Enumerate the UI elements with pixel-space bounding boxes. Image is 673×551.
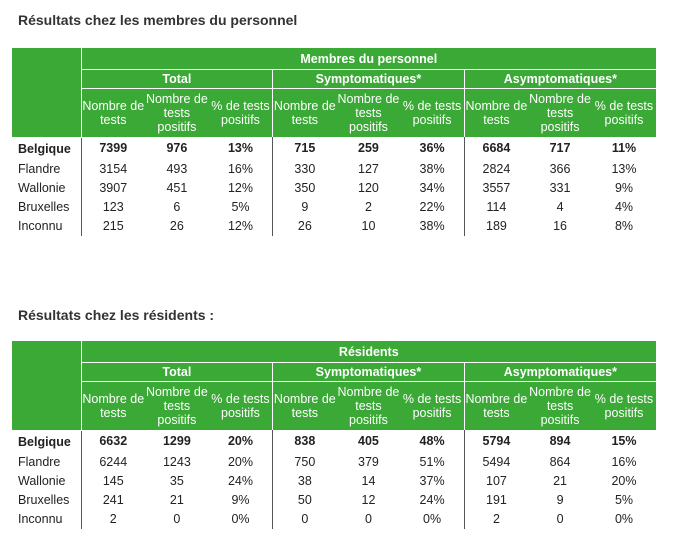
staff-results-title: Résultats chez les membres du personnel — [18, 12, 298, 28]
table-cell: 2 — [464, 510, 528, 529]
table-cell: 1299 — [162, 434, 191, 449]
table-cell: 0 — [273, 510, 337, 529]
table-cell: 9 — [273, 198, 337, 217]
group-header: Résidents — [81, 341, 656, 363]
table-cell: 451 — [166, 180, 188, 195]
table-cell: 405 — [358, 434, 379, 449]
table-cell: 37% — [419, 473, 445, 488]
table-cell: 241 — [81, 491, 145, 510]
column-subheader: % de tests positifs — [400, 89, 464, 138]
table-cell: 976 — [166, 141, 188, 156]
table-cell: 51% — [419, 454, 445, 469]
column-group-header: Symptomatiques* — [273, 70, 465, 89]
table-cell: 114 — [464, 198, 528, 217]
table-cell: 20% — [227, 454, 253, 469]
table-cell: 48% — [419, 434, 445, 449]
table-cell: 16 — [553, 218, 567, 233]
table-cell: 6684 — [464, 137, 528, 160]
table-cell: 350 — [273, 179, 337, 198]
table-cell: 366 — [549, 161, 571, 176]
column-group-header: Total — [81, 363, 273, 382]
table-cell: 12 — [361, 492, 376, 507]
table-cell: 12% — [227, 218, 253, 233]
table-cell: 20% — [611, 473, 637, 488]
row-label: Inconnu — [18, 511, 63, 526]
table-cell: 3557 — [464, 179, 528, 198]
row-label: Flandre — [18, 454, 61, 469]
table-cell: 26 — [169, 218, 184, 233]
table-cell: 38% — [419, 161, 445, 176]
table-cell: 34% — [419, 180, 445, 195]
table-cell: 24% — [419, 492, 445, 507]
column-subheader: Nombre de tests positifs — [337, 382, 401, 431]
table-row — [12, 198, 656, 217]
column-subheader: Nombre de tests positifs — [337, 89, 401, 138]
table-cell: 7399 — [81, 137, 145, 160]
column-subheader: Nombre de tests — [81, 382, 145, 431]
row-label: Bruxelles — [18, 199, 70, 214]
table-cell: 13% — [611, 161, 637, 176]
table-cell: 715 — [273, 137, 337, 160]
column-subheader: % de tests positifs — [592, 89, 656, 138]
table-cell: 50 — [273, 491, 337, 510]
table-cell: 6 — [173, 199, 181, 214]
staff-results-table — [12, 48, 656, 236]
table-cell: 6244 — [81, 453, 145, 472]
table-cell: 2824 — [464, 160, 528, 179]
table-cell: 0% — [614, 511, 634, 526]
table-cell: 493 — [166, 161, 188, 176]
table-cell: 379 — [358, 454, 379, 469]
table-cell: 5% — [231, 199, 250, 214]
table-cell: 215 — [81, 217, 145, 236]
table-cell: 5494 — [464, 453, 528, 472]
row-label: Bruxelles — [18, 492, 70, 507]
table-cell: 0% — [231, 511, 250, 526]
table-cell: 191 — [464, 491, 528, 510]
column-subheader: Nombre de tests positifs — [528, 89, 592, 138]
table-cell: 21 — [169, 492, 184, 507]
table-cell: 38% — [419, 218, 445, 233]
table-cell: 189 — [464, 217, 528, 236]
table-cell: 259 — [358, 141, 379, 156]
column-subheader: % de tests positifs — [592, 382, 656, 431]
table-cell: 0 — [364, 511, 372, 526]
column-subheader: Nombre de tests — [81, 89, 145, 138]
column-group-header: Asymptomatiques* — [464, 70, 656, 89]
table-row — [12, 217, 656, 236]
table-cell: 15% — [611, 434, 637, 449]
table-cell: 3907 — [81, 179, 145, 198]
row-label: Belgique — [18, 141, 71, 156]
table-cell: 13% — [227, 141, 253, 156]
table-row — [12, 472, 656, 491]
corner-cell — [12, 48, 81, 137]
table-cell: 127 — [358, 161, 379, 176]
table-cell: 14 — [361, 473, 376, 488]
table-row — [12, 491, 656, 510]
table-cell: 21 — [553, 473, 567, 488]
table-cell: 10 — [361, 218, 376, 233]
column-group-header: Symptomatiques* — [273, 363, 465, 382]
table-cell: 331 — [549, 180, 571, 195]
table-row — [12, 160, 656, 179]
resident-results-table — [12, 341, 656, 529]
column-subheader: Nombre de tests positifs — [145, 382, 209, 431]
table-cell: 12% — [227, 180, 253, 195]
table-cell: 26 — [273, 217, 337, 236]
table-cell: 3154 — [81, 160, 145, 179]
resident-results-title: Résultats chez les résidents : — [18, 307, 215, 323]
column-subheader: % de tests positifs — [209, 89, 273, 138]
table-cell: 717 — [549, 141, 571, 156]
row-label: Wallonie — [18, 473, 66, 488]
table-cell: 145 — [81, 472, 145, 491]
table-row — [12, 510, 656, 529]
table-row — [12, 453, 656, 472]
table-cell: 838 — [273, 430, 337, 453]
table-cell: 22% — [419, 199, 445, 214]
table-cell: 107 — [464, 472, 528, 491]
table-cell: 8% — [614, 218, 634, 233]
table-cell: 0 — [173, 511, 181, 526]
table-cell: 0% — [423, 511, 442, 526]
table-cell: 35 — [169, 473, 184, 488]
row-label: Inconnu — [18, 218, 63, 233]
table-cell: 20% — [227, 434, 253, 449]
corner-cell — [12, 341, 81, 430]
column-subheader: Nombre de tests — [273, 89, 337, 138]
table-cell: 6632 — [81, 430, 145, 453]
table-cell: 2 — [364, 199, 372, 214]
row-label: Wallonie — [18, 180, 66, 195]
column-group-header: Total — [81, 70, 273, 89]
column-subheader: Nombre de tests positifs — [528, 382, 592, 431]
column-subheader: % de tests positifs — [400, 382, 464, 431]
table-cell: 123 — [81, 198, 145, 217]
column-group-header: Asymptomatiques* — [464, 363, 656, 382]
table-cell: 16% — [611, 454, 637, 469]
table-cell: 894 — [549, 434, 571, 449]
table-cell: 330 — [273, 160, 337, 179]
table-cell: 16% — [227, 161, 253, 176]
table-cell: 9% — [614, 180, 634, 195]
group-header: Membres du personnel — [81, 48, 656, 70]
table-cell: 0 — [556, 511, 564, 526]
table-cell: 38 — [273, 472, 337, 491]
column-subheader: Nombre de tests positifs — [145, 89, 209, 138]
column-subheader: Nombre de tests — [464, 382, 528, 431]
table-row — [12, 179, 656, 198]
column-subheader: Nombre de tests — [464, 89, 528, 138]
table-cell: 5794 — [464, 430, 528, 453]
table-cell: 36% — [419, 141, 445, 156]
table-cell: 9 — [556, 492, 564, 507]
table-row — [12, 137, 656, 160]
column-subheader: Nombre de tests — [273, 382, 337, 431]
row-label: Flandre — [18, 161, 61, 176]
table-cell: 120 — [358, 180, 379, 195]
table-cell: 11% — [611, 141, 637, 156]
table-cell: 4 — [556, 199, 564, 214]
table-row — [12, 430, 656, 453]
table-cell: 864 — [549, 454, 571, 469]
table-cell: 9% — [231, 492, 250, 507]
table-cell: 1243 — [162, 454, 191, 469]
table-cell: 4% — [614, 199, 634, 214]
table-cell: 750 — [273, 453, 337, 472]
table-cell: 5% — [614, 492, 634, 507]
row-label: Belgique — [18, 434, 71, 449]
column-subheader: % de tests positifs — [209, 382, 273, 431]
table-cell: 2 — [81, 510, 145, 529]
table-cell: 24% — [227, 473, 253, 488]
